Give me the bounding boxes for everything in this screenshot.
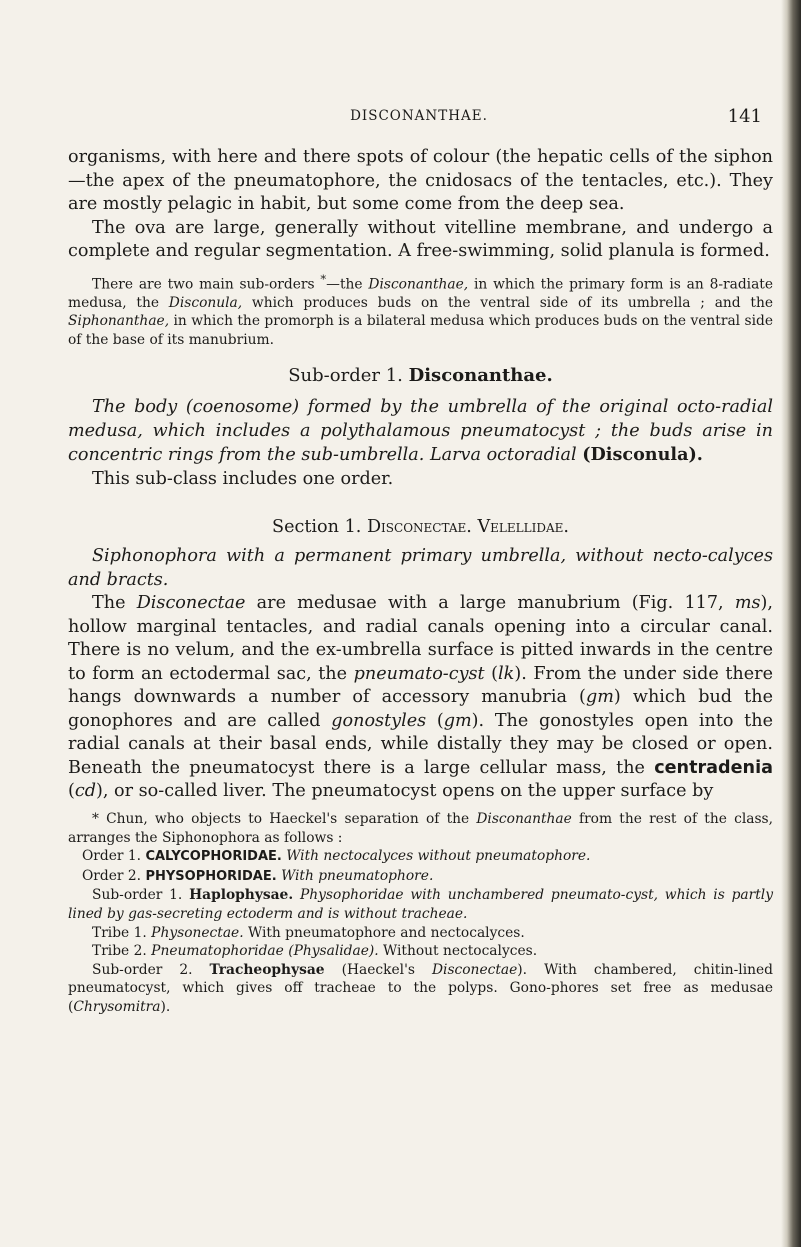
footnote-intro: * Chun, who objects to Haeckel's separation of the Disconanthae from the rest of the class, arranges the Siphonophora as follows : [68,810,773,846]
page-header [68,106,770,130]
section-definition: Siphonophora with a permanent primary umbrella, without necto-calyces and bracts. [68,546,773,590]
section-heading: Section 1. Disconectae. Velellidae. [272,517,569,538]
footnote-sub-order-1: Sub-order 1. Haplophysae. Physophoridae with unchambered pneumato-cyst, which is partly lined by gas-secreting ectoderm and is without tracheae. [68,887,774,922]
footnote-tribe-1: Tribe 1. Physonectae. With pneumatophore and nectocalyces. [92,924,525,941]
footnote-order-2: Order 2. PHYSOPHORIDAE. With pneumatophore. [82,867,434,884]
footnote [68,810,773,1017]
paragraph-organisms: organisms, with here and there spots of colour (the hepatic cells of the siphon—the apex of the pneumatophore, the cnidosacs of the tentacles, etc.). They are mostly pelagic in habit, but some come from the deep sea. [68,147,773,214]
page-content [68,146,773,1017]
running-head: DISCONANTHAE. [350,108,488,124]
footnote-order-1: Order 1. CALYCOPHORIDAE. With nectocalyces without pneumatophore. [82,848,591,865]
note-sub-orders: There are two main sub-orders *—the Disconanthae, in which the primary form is an 8-radiate medusa, the Disconula, which produces buds on the ventral side of its umbrella ; and the Siphonanthae, in which the promorph is a bilateral medusa which produces buds on the ventral side of the base of its manubrium. [68,271,774,348]
footnote-tribe-2: Tribe 2. Pneumatophoridae (Physalidae). Without nectocalyces. [92,943,538,960]
paragraph-disconectae: The Disconectae are medusae with a large manubrium (Fig. 117, ms), hollow marginal tentacles, and radial canals opening into a circular canal. There is no velum, and the ex-umbrella surface is pitted inwards in the centre to form an ectodermal sac, the pneumato-cyst (lk). From the under side there hangs downwards a number of accessory manubria (gm) which bud the gonophores and are called gonostyles (gm). The gonostyles open into the radial canals at their basal ends, while distally they may be closed or open. Beneath the pneumatocyst there is a large cellular mass, the centradenia (cd), or so-called liver. The pneumatocyst opens on the upper surface by [68,593,774,802]
sub-order-definition: The body (coenosome) formed by the umbrella of the original octo-radial medusa, which includes a polythalamous pneumatocyst ; the buds arise in concentric rings from the sub-umbrella. Larva octoradial (Disconula). [68,397,773,466]
footnote-sub-order-2: Sub-order 2. Tracheophysae (Haeckel's Disconectae). With chambered, chitin-lined pneumatocyst, which gives off tracheae to the polyps. Gono-phores set free as medusae (Chrysomitra). [68,961,774,1015]
paragraph-ova: The ova are large, generally without vitelline membrane, and undergo a complete and regular segmentation. A free-swimming, solid planula is formed. [68,217,773,261]
page-number: 141 [727,106,762,127]
paragraph-sub-class: This sub-class includes one order. [92,468,394,489]
page-edge-shadow [781,0,801,1247]
sub-order-heading: Sub-order 1. Disconanthae. [288,365,553,387]
